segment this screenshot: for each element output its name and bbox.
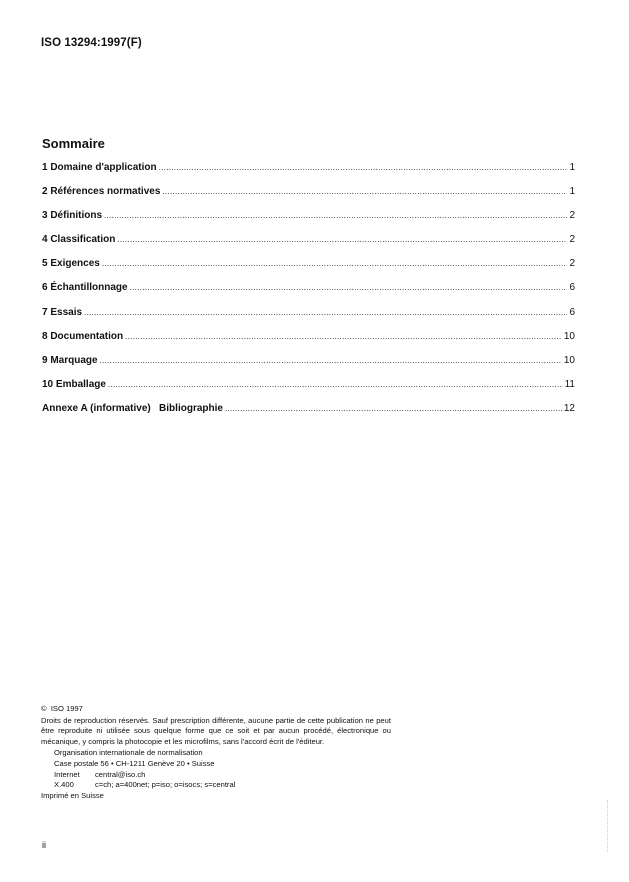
x400-contact [54,780,391,791]
toc-leader-dots [159,163,568,172]
toc-entry-page: 12 [563,402,575,414]
toc-leader-dots [100,356,562,365]
toc-entry[interactable] [42,307,575,331]
postal-address: Case postale 56 • CH-1211 Genève 20 • Suisse [54,758,215,768]
toc-entry-label: 8 Documentation [42,330,124,342]
toc-leader-dots [84,308,567,317]
toc-entry-page: 2 [569,210,575,222]
x400-label: X.400 [54,780,74,790]
publisher-address [41,748,391,790]
toc-entry[interactable] [42,331,575,355]
toc-entry-page: 2 [569,258,575,270]
toc-entry[interactable] [42,379,575,403]
toc-entry-page: 1 [569,186,575,198]
toc-entry-label: Annexe A (informative) Bibliographie [42,402,223,414]
toc-entry-annex[interactable] [42,403,575,427]
toc-entry-page: 2 [569,234,575,246]
page-number: ii [42,840,46,850]
toc-entry-page: 6 [569,306,575,318]
toc-entry-label: 4 Classification [42,234,116,246]
toc-entry[interactable] [42,234,575,258]
toc-entry-label: 9 Marquage [42,354,98,366]
toc-entry-label: 7 Essais [42,306,83,318]
toc-entry-label: 5 Exigences [42,258,100,270]
toc-entry-page: 6 [569,282,575,294]
toc-entry[interactable] [42,355,575,379]
table-of-contents [42,162,575,427]
toc-entry-page: 10 [563,330,575,342]
toc-leader-dots [125,332,562,341]
toc-entry-label: 6 Échantillonnage [42,282,128,294]
toc-leader-dots [108,380,563,389]
document-code: ISO 13294:1997(F) [41,37,142,49]
toc-entry-page: 1 [569,162,575,173]
internet-value[interactable]: central@iso.ch [95,769,146,779]
toc-leader-dots [102,259,568,268]
toc-leader-dots [117,235,567,244]
toc-leader-dots [162,187,567,196]
toc-title: Sommaire [42,136,105,151]
toc-leader-dots [104,211,567,220]
toc-entry-label: 3 Définitions [42,210,103,222]
toc-entry[interactable] [42,282,575,306]
printed-in: Imprimé en Suisse [41,790,104,800]
internet-contact [54,770,391,781]
rights-statement: Droits de reproduction réservés. Sauf prescription différente, aucune partie de cette publication ne peut être reproduite ni utilisée sous quelque forme que ce soit et par aucun procédé, électronique ou mécanique, y compris la photocopie et les microfilms, sans l'accord écrit de l'éditeur. [41,715,391,746]
copyright-notice: © ISO 1997 [41,704,83,713]
toc-entry-label: 10 Emballage [42,378,106,390]
toc-entry[interactable] [42,210,575,234]
toc-leader-dots [130,283,568,292]
toc-entry[interactable] [42,186,575,210]
internet-label: Internet [54,769,80,779]
organization-name: Organisation internationale de normalisation [54,748,203,758]
scan-artifact [607,800,609,852]
copyright-block [41,704,391,801]
toc-entry[interactable] [42,162,575,186]
toc-entry-page: 10 [563,354,575,366]
toc-entry[interactable] [42,258,575,282]
x400-value: c=ch; a=400net; p=iso; o=isocs; s=central [95,780,236,790]
toc-leader-dots [225,404,562,413]
toc-entry-page: 11 [564,378,575,390]
toc-entry-label: 2 Références normatives [42,186,161,198]
toc-entry-label: 1 Domaine d'application [42,162,157,173]
